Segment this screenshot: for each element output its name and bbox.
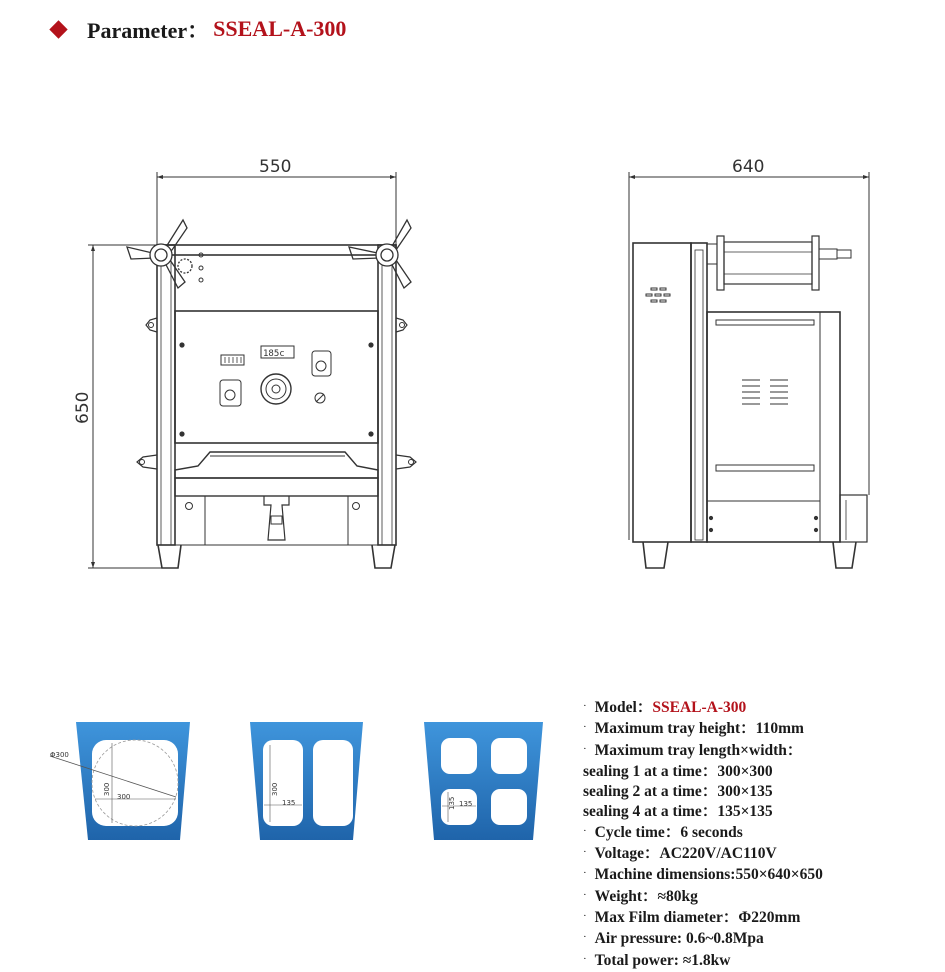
- side-view: [629, 157, 869, 568]
- tray1-diameter-label: Φ300: [50, 751, 69, 759]
- tray2-height-label: 300: [271, 782, 279, 796]
- spec-seal4: sealing 4 at a time：135×135: [583, 803, 773, 821]
- tray4-height-label: 135: [448, 796, 456, 810]
- spec-power: · Total power: ≈1.8kw: [583, 951, 731, 969]
- tray2-width-label: 135: [282, 799, 296, 807]
- header-model: SSEAL-A-300: [213, 16, 347, 41]
- spec-seal1: sealing 1 at a time：300×300: [583, 762, 773, 780]
- spec-max-lw: · Maximum tray length×width：: [583, 741, 803, 759]
- right-handle-icon: [349, 220, 411, 288]
- spec-list: [583, 698, 938, 972]
- temperature-display: 185c: [263, 349, 285, 359]
- spec-max-height: · Maximum tray height：110mm: [583, 720, 804, 738]
- spec-weight: · Weight：≈80kg: [583, 887, 698, 905]
- header-label: Parameter：: [87, 17, 210, 43]
- spec-cycle: · Cycle time：6 seconds: [583, 823, 743, 841]
- tray-4x: [424, 722, 543, 840]
- spec-dimensions: · Machine dimensions:550×640×650: [583, 866, 823, 884]
- front-view: [73, 157, 416, 568]
- tray1-height-label: 300: [103, 782, 111, 796]
- spec-voltage: · Voltage：AC220V/AC110V: [583, 845, 777, 863]
- front-width-label: 550: [259, 157, 292, 177]
- left-handle-icon: [127, 220, 192, 288]
- front-height-label: 650: [73, 391, 93, 424]
- spec-film: · Max Film diameter：Φ220mm: [583, 908, 801, 926]
- spec-seal2: sealing 2 at a time：300×135: [583, 783, 773, 801]
- tray-1x: [50, 722, 190, 840]
- spec-air: · Air pressure: 0.6~0.8Mpa: [583, 930, 764, 948]
- tray1-width-label: 300: [117, 793, 131, 801]
- tray-2x: [250, 722, 363, 840]
- tray4-width-label: 135: [459, 800, 473, 808]
- side-depth-label: 640: [732, 157, 765, 177]
- spec-model: · Model：SSEAL-A-300: [583, 699, 747, 716]
